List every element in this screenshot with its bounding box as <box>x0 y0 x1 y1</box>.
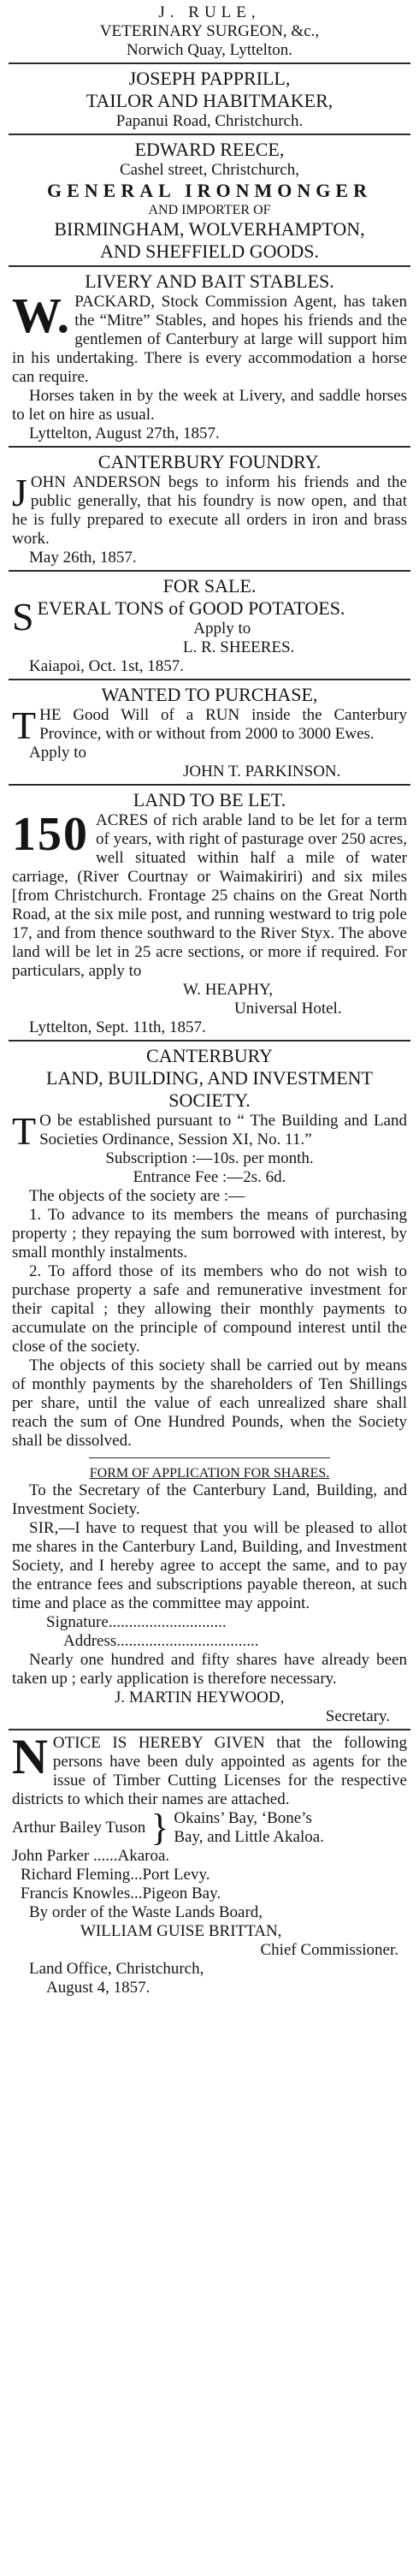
ad-reece-line1: BIRMINGHAM, WOLVERHAMPTON, <box>54 218 365 240</box>
ad-notice-title: Chief Commissioner. <box>260 1941 398 1959</box>
ad-livery-heading: LIVERY AND BAIT STABLES. <box>85 270 334 292</box>
ad-pappril-address: Papanui Road, Christchurch. <box>115 112 304 130</box>
ad-notice-agent2: John Parker ......Akaroa. <box>12 1847 170 1865</box>
ad-livery-date: Lyttelton, August 27th, 1857. <box>29 424 220 442</box>
ad-society-form-heading: FORM OF APPLICATION FOR SHARES. <box>89 1466 330 1481</box>
ad-run-name: JOHN T. PARKINSON. <box>183 763 341 781</box>
ad-land-body: ACRES of rich arable land to be let for a term of years, with right of pasturage over 250 acres, well situated within half a mile of water carriage, (River Courtnay or Waimakiriri) and six miles [from Christchurch. Frontage 25 chains on the Great North Road, at the six mile post, and running westward to trig pole 17, and from thence southward to the River Styx. The above land will be let in 25 acre sections, or more if required. For particulars, apply to <box>12 811 407 980</box>
ad-potatoes-apply: Apply to <box>193 620 251 638</box>
ad-potatoes <box>0 575 419 676</box>
ad-foundry-heading: CANTERBURY FOUNDRY. <box>97 451 322 472</box>
ad-notice-order: By order of the Waste Lands Board, <box>29 1903 263 1921</box>
divider <box>9 62 410 64</box>
ad-society-title: Secretary. <box>325 1707 390 1725</box>
ad-reece-importer: AND IMPORTER OF <box>148 203 271 217</box>
ad-society-intro: O be established pursuant to “ The Building and Land Societies Ordinance, Session XI, No. 11.” <box>39 1112 407 1149</box>
ad-run-initial: T <box>12 703 37 747</box>
ad-rule <box>0 0 419 60</box>
ad-society-obj2: 2. To afford those of its members who do not wish to purchase property a safe and remunerative investment for their capital ; they allowing their monthly payments to accumulate on the principle of compound interest until the close of the society. <box>12 1262 407 1356</box>
ad-notice-agent1 <box>12 1809 407 1847</box>
ad-land-date: Lyttelton, Sept. 11th, 1857. <box>29 1018 206 1036</box>
ad-notice-agent4: Francis Knowles...Pigeon Bay. <box>21 1885 221 1902</box>
ad-livery-body1: PACKARD, Stock Commission Agent, has taken the “Mitre” Stables, and hopes his friends and the gentlemen of Canterbury at large will support him in his undertaking. There is every accommodation a horse can require. <box>12 293 407 386</box>
ad-pappril <box>0 68 419 131</box>
ad-society-form-to: To the Secretary of the Canterbury Land, Building, and Investment Society. <box>12 1481 407 1518</box>
ad-notice-name: WILLIAM GUISE BRITTAN, <box>80 1922 282 1940</box>
ad-run-body: HE Good Will of a RUN inside the Canterbury Province, with or without from 2000 to 3000 Ewes. <box>39 706 407 743</box>
ad-society-name: J. MARTIN HEYWOOD, <box>115 1689 285 1706</box>
ad-potatoes-name: L. R. SHEERES. <box>183 638 295 656</box>
ad-livery <box>0 270 419 443</box>
ad-pappril-trade: TAILOR AND HABITMAKER, <box>86 90 333 111</box>
ad-run-heading: WANTED TO PURCHASE, <box>101 684 318 705</box>
ad-notice-office: Land Office, Christchurch, <box>29 1960 204 1978</box>
divider <box>89 1457 330 1458</box>
ad-reece-name: EDWARD REECE, <box>134 139 285 160</box>
ad-society-form-body: SIR,—I have to request that you will be pleased to allot me shares in the Canterbury Land, Building, and Investment Society, and I hereby agree to accept the same, and to pay the entrance fees and subscriptions payable thereon, at such time and place as the committee may appoint. <box>12 1519 407 1612</box>
ad-reece <box>0 139 419 263</box>
ad-rule-trade: VETERINARY SURGEON, &c., <box>99 22 320 40</box>
ad-society-signature: Signature............................. <box>46 1613 227 1631</box>
ad-rule-name: J. RULE, <box>158 3 261 21</box>
ad-reece-address: Cashel street, Christchurch, <box>119 161 299 179</box>
ad-society <box>0 1045 419 1726</box>
ad-foundry-body: OHN ANDERSON begs to inform his friends and the public generally, that his foundry is now open, and that he is fully prepared to execute all orders in iron and brass work. <box>12 473 407 548</box>
ad-land-hotel: Universal Hotel. <box>234 1000 342 1018</box>
ad-society-obj1: 1. To advance to its members the means of purchasing property ; they repaying the sum borrowed with interest, by small monthly instalments. <box>12 1206 407 1261</box>
ad-run <box>0 684 419 781</box>
ad-potatoes-heading: FOR SALE. <box>162 575 257 597</box>
divider <box>9 265 410 267</box>
ad-society-objects: The objects of the society are :— <box>29 1187 245 1205</box>
ad-reece-trade: GENERAL IRONMONGER <box>47 180 372 201</box>
ad-run-apply: Apply to <box>29 744 87 762</box>
ad-livery-body2: Horses taken in by the week at Livery, and saddle horses to let on hire as usual. <box>12 387 407 424</box>
ad-notice-agent1-place: Okains’ Bay, ‘Bone’s Bay, and Little Akaloa. <box>174 1809 324 1846</box>
ad-foundry <box>0 451 419 567</box>
ad-society-heading1: CANTERBURY <box>146 1045 273 1066</box>
ad-society-subscription: Subscription :—10s. per month. <box>105 1149 314 1167</box>
ad-potatoes-date: Kaiapoi, Oct. 1st, 1857. <box>29 657 185 675</box>
ad-society-heading3: SOCIETY. <box>168 1089 251 1111</box>
ad-foundry-initial: J <box>12 471 27 514</box>
ad-notice-date: August 4, 1857. <box>46 1979 150 1997</box>
ad-society-initial: T <box>12 1109 37 1153</box>
ad-notice-agent3: Richard Fleming...Port Levy. <box>21 1866 210 1884</box>
divider <box>9 679 410 680</box>
ad-notice <box>0 1729 419 1997</box>
divider <box>9 1729 410 1730</box>
ad-land <box>0 789 419 1037</box>
ad-society-nearly: Nearly one hundred and fifty shares have already been taken up ; early application is therefore necessary. <box>12 1651 407 1688</box>
divider <box>9 570 410 572</box>
ad-notice-initial: N <box>12 1729 48 1784</box>
ad-land-number: 150 <box>12 808 89 861</box>
ad-reece-line2: AND SHEFFIELD GOODS. <box>99 240 320 262</box>
ad-notice-agent1-name: Arthur Bailey Tuson <box>12 1819 146 1837</box>
ad-society-heading2: LAND, BUILDING, AND INVESTMENT <box>46 1067 373 1089</box>
ad-land-heading: LAND TO BE LET. <box>133 789 286 810</box>
ad-rule-address: Norwich Quay, Lyttelton. <box>126 41 292 59</box>
ad-foundry-date: May 26th, 1857. <box>29 549 137 567</box>
ad-society-address: Address................................... <box>63 1632 259 1650</box>
ad-society-entrance: Entrance Fee :—2s. 6d. <box>133 1168 286 1186</box>
ad-potatoes-initial: S <box>12 595 34 638</box>
divider <box>9 1040 410 1042</box>
divider <box>9 134 410 135</box>
ad-pappril-name: JOSEPH PAPPRILL, <box>128 68 291 89</box>
brace-icon: } <box>150 1807 169 1849</box>
ad-livery-initial: W. <box>12 288 70 343</box>
ad-notice-body: OTICE IS HEREBY GIVEN that the following persons have been duly appointed as agents for the issue of Timber Cutting Licenses for the respective districts to which their names are attached. <box>12 1734 407 1808</box>
ad-society-obj3: The objects of this society shall be carried out by means of monthly payments by the shareholders of Ten Shillings per share, until the value of each unrealized share shall reach the sum of One Hundred Pounds, when the Society shall be dissolved. <box>12 1356 407 1450</box>
divider <box>9 446 410 448</box>
ad-potatoes-body: EVERAL TONS of GOOD POTATOES. <box>37 597 345 619</box>
divider <box>9 784 410 786</box>
ad-land-name: W. HEAPHY, <box>183 981 274 999</box>
